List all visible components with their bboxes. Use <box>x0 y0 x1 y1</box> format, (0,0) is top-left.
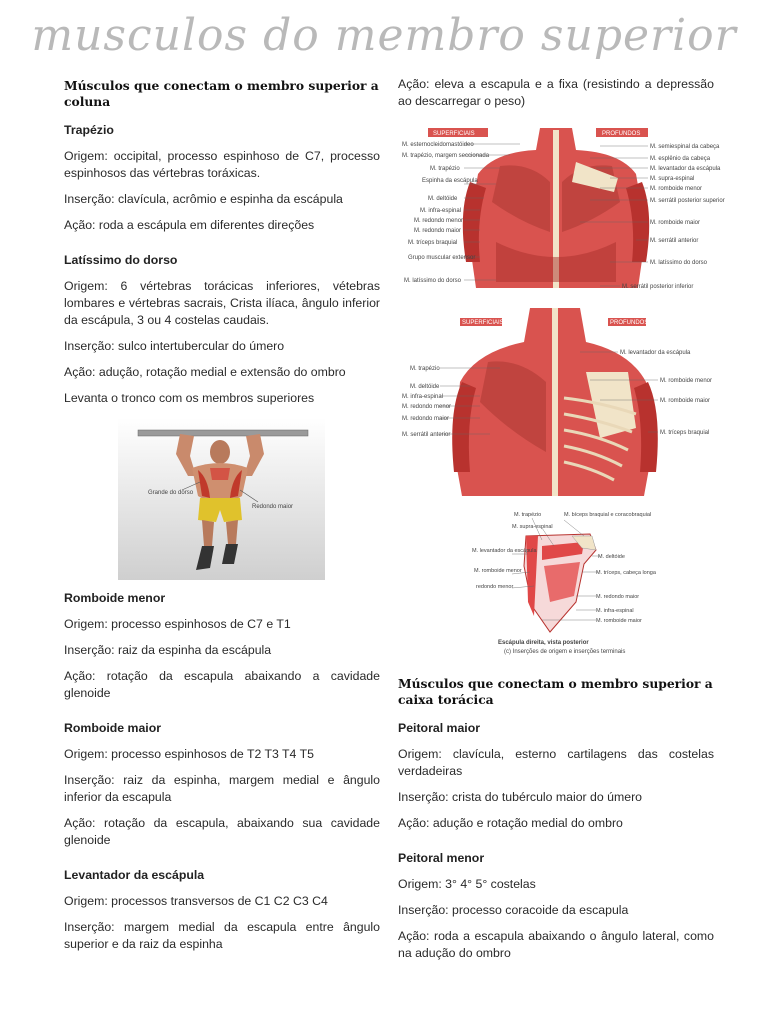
page-title: musculos do membro superior <box>31 10 737 61</box>
romboide-maior-acao: Ação: rotação da escapula, abaixando sua cavidade glenoide <box>64 816 380 847</box>
figure-label: M. romboide maior <box>596 618 642 624</box>
pullup-label: Grande do dorso <box>148 490 194 496</box>
peitoral-maior-origem: Origem: clavícula, esterno cartilagens das costelas verdadeiras <box>398 747 714 778</box>
figure-label: M. tríceps, cabeça longa <box>596 570 656 576</box>
right-column-lower <box>398 672 714 971</box>
figure-header: SUPERFICIAIS <box>433 131 475 137</box>
latissimo-extra: Levanta o tronco com os membros superiores <box>64 391 315 405</box>
trapezio-acao: Ação: roda a escápula em diferentes direções <box>64 218 315 232</box>
levantador-origem: Origem: processos transversos de C1 C2 C3 C4 <box>64 894 328 908</box>
figure-caption: Escápula direita, vista posterior <box>498 640 589 646</box>
peitoral-menor-acao: Ação: roda a escapula abaixando o ângulo lateral, como na adução do ombro <box>398 929 714 960</box>
figure-label: M. tríceps braquial <box>408 240 458 246</box>
figure-label: M. trapézio <box>410 366 440 372</box>
muscle-heading-peitoral-maior: Peitoral maior <box>398 721 481 735</box>
peitoral-maior-insercao: Inserção: crista do tubérculo maior do úmero <box>398 790 643 804</box>
figure-label: M. levantador da escápula <box>620 350 691 356</box>
section-heading: Músculos que conectam o membro superior a coluna <box>64 78 379 109</box>
figure-label: M. bíceps braquial e coracobraquial <box>564 512 652 518</box>
left-column <box>64 74 380 416</box>
pullup-illustration <box>118 418 325 580</box>
peitoral-menor-origem: Origem: 3° 4° 5° costelas <box>398 877 536 891</box>
figure-label: M. infra-espinal <box>402 394 444 400</box>
figure-label: M. latíssimo do dorso <box>404 278 462 284</box>
figure-caption: (c) Inserções de origem e inserções terminais <box>504 649 626 655</box>
figure-label: M. trapézio, margem seccionada <box>402 153 490 159</box>
latissimo-origem: Origem: 6 vértebras torácicas inferiores, vétebras lombares e vértebras sacrais, Crista ilíaca, ângulo inferior da escápula, 3 ou 4 costelas caudais. <box>64 279 380 327</box>
figure-label: M. semiespinal da cabeça <box>650 144 720 150</box>
figure-label: M. deltóide <box>428 196 458 202</box>
figure-label: M. redondo menor <box>402 404 452 410</box>
romboide-menor-insercao: Inserção: raiz da espinha da escápula <box>64 643 272 657</box>
figure-label: M. redondo maior <box>414 228 462 234</box>
muscle-heading-trapezio: Trapézio <box>64 123 114 137</box>
back-muscles-figure-1 <box>400 122 725 294</box>
pullup-label: Redondo maior <box>252 504 294 510</box>
muscle-heading-romboide-menor: Romboide menor <box>64 591 166 605</box>
figure-label: M. serrátil anterior <box>650 238 699 244</box>
scapula-figure <box>472 506 656 662</box>
peitoral-maior-acao: Ação: adução e rotação medial do ombro <box>398 816 623 830</box>
latissimo-acao: Ação: adução, rotação medial e extensão do ombro <box>64 365 346 379</box>
figure-label: M. supra-espinal <box>512 524 553 530</box>
figure-label: M. romboide menor <box>660 378 713 384</box>
figure-label: M. esternocleidomastóideo <box>402 142 474 148</box>
right-column-top <box>398 76 714 119</box>
figure-label: M. infra-espinal <box>596 608 634 614</box>
muscle-heading-latissimo: Latíssimo do dorso <box>64 253 178 267</box>
figure-label: M. trapézio <box>514 512 542 518</box>
figure-header: PROFUNDOS <box>602 131 641 137</box>
trapezio-origem: Origem: occipital, processo espinhoso de C7, processo espinhosos das vértebras toráxicas. <box>64 149 380 180</box>
figure-label: M. serrátil posterior inferior <box>622 284 694 290</box>
peitoral-menor-insercao: Inserção: processo coracoide da escapula <box>398 903 629 917</box>
figure-label: M. esplênio da cabeça <box>650 156 711 162</box>
figure-header: PROFUNDOS <box>610 320 649 326</box>
romboide-menor-origem: Origem: processo espinhosos de C7 e T1 <box>64 617 291 631</box>
left-column-lower <box>64 590 380 962</box>
romboide-maior-insercao: Inserção: raiz da espinha, margem medial e ângulo inferior da escapula <box>64 773 380 804</box>
figure-label: M. supra-espinal <box>650 176 695 182</box>
latissimo-insercao: Inserção: sulco intertubercular do úmero <box>64 339 285 353</box>
back-muscles-figure-2 <box>400 302 712 496</box>
section-heading: Músculos que conectam o membro superior a caixa torácica <box>398 676 713 707</box>
figure-label: M. redondo maior <box>402 416 450 422</box>
muscle-heading-romboide-maior: Romboide maior <box>64 721 162 735</box>
figure-label: M. infra-espinal <box>420 208 462 214</box>
levantador-insercao: Inserção: margem medial da escapula entre ângulo superior e da raiz da espinha <box>64 920 380 951</box>
figure-label: M. serrátil anterior <box>402 432 451 438</box>
figure-label: M. serrátil posterior superior <box>650 198 725 204</box>
figure-label: M. tríceps braquial <box>660 430 710 436</box>
romboide-maior-origem: Origem: processo espinhosos de T2 T3 T4 T5 <box>64 747 314 761</box>
figure-label: M. deltóide <box>410 384 440 390</box>
figure-label: Espinha da escápula <box>422 178 478 184</box>
figure-label: M. romboide maior <box>650 220 701 226</box>
muscle-heading-levantador: Levantador da escápula <box>64 868 205 882</box>
figure-header: SUPERFICIAIS <box>462 320 504 326</box>
figure-label: M. levantador da escápula <box>650 166 721 172</box>
figure-label: M. levantador da escápula <box>472 548 537 554</box>
figure-label: M. romboide menor <box>474 568 522 574</box>
figure-label: M. romboide menor <box>650 186 703 192</box>
figure-label: M. latíssimo do dorso <box>650 260 708 266</box>
romboide-menor-acao: Ação: rotação da escapula abaixando a cavidade glenoide <box>64 669 380 700</box>
figure-label: M. redondo maior <box>596 594 640 600</box>
figure-label: M. redondo menor <box>414 218 464 224</box>
figure-label: M. romboide maior <box>660 398 711 404</box>
trapezio-insercao: Inserção: clavícula, acrômio e espinha da escápula <box>64 192 343 206</box>
figure-label: redondo menor <box>476 584 514 590</box>
figure-label: M. trapézio <box>430 166 460 172</box>
muscle-heading-peitoral-menor: Peitoral menor <box>398 851 485 865</box>
levantador-acao: Ação: eleva a escapula e a fixa (resistindo a depressão ao descarregar o peso) <box>398 77 714 108</box>
figure-label: M. deltóide <box>598 554 625 560</box>
figure-label: Grupo muscular extensor <box>408 255 476 261</box>
